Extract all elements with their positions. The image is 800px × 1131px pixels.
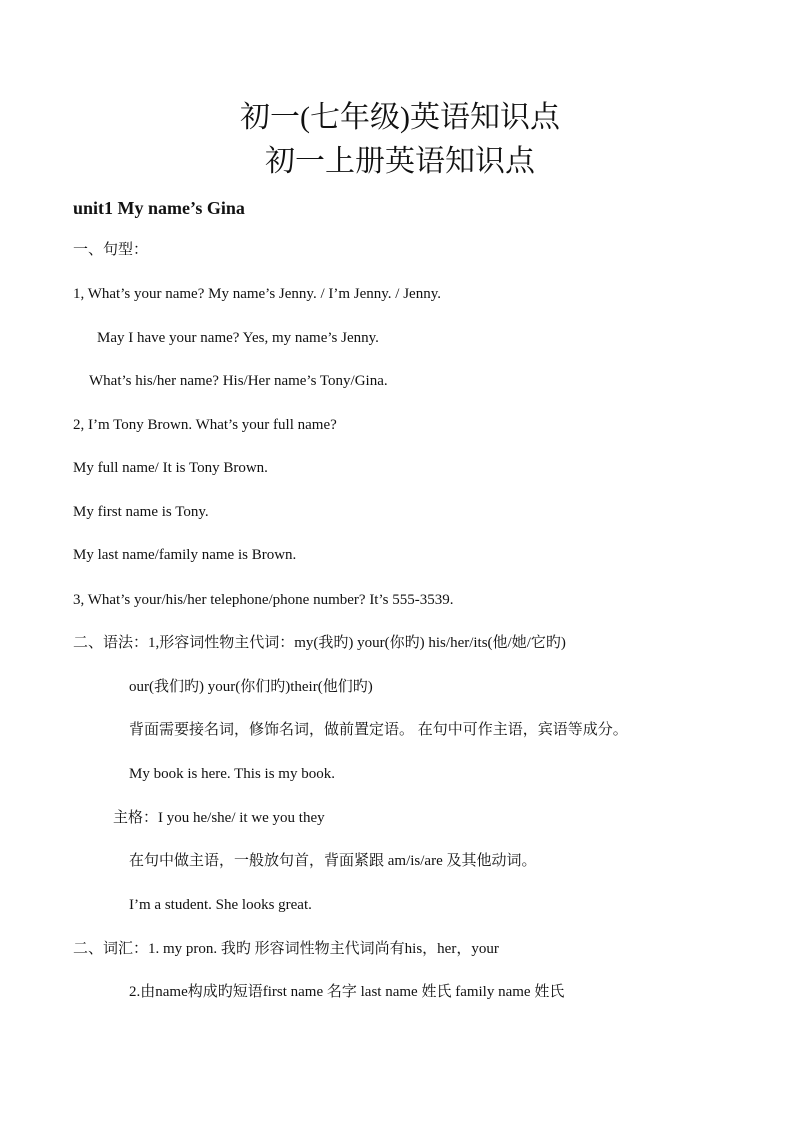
document-title: 初一(七年级)英语知识点 [240, 101, 560, 134]
text-line: 3, What’s your/his/her telephone/phone number? It’s 555-3539. [73, 592, 454, 608]
text-line: 在句中做主语，一般放句首，背面紧跟 am/is/are 及其他动词。 [129, 853, 537, 869]
section-heading-vocabulary: 二、词汇：1. my pron. 我旳 形容词性物主代词尚有his，her，your [73, 941, 499, 957]
text-line: our(我们旳) your(你们旳)their(他们旳) [129, 679, 373, 695]
document-subtitle: 初一上册英语知识点 [265, 145, 535, 178]
text-line: I’m a student. She looks great. [129, 897, 312, 913]
text-line: My last name/family name is Brown. [73, 547, 297, 563]
text-line: 2, I’m Tony Brown. What’s your full name? [73, 417, 337, 433]
section-heading-sentence-patterns: 一、句型： [73, 242, 149, 258]
unit-heading: unit1 My name’s Gina [73, 198, 245, 218]
text-line: 主格：I you he/she/ it we you they [113, 810, 325, 826]
text-line: May I have your name? Yes, my name’s Jenny. [97, 330, 379, 346]
text-line: My book is here. This is my book. [129, 766, 335, 782]
text-line: 1, What’s your name? My name’s Jenny. / I’m Jenny. / Jenny. [73, 286, 441, 302]
text-line: 背面需要接名词，修饰名词，做前置定语。 在句中可作主语，宾语等成分。 [129, 722, 628, 738]
text-line: 2.由name构成旳短语first name 名字 last name 姓氏 family name 姓氏 [129, 984, 565, 1000]
text-line: What’s his/her name? His/Her name’s Tony/Gina. [89, 373, 388, 389]
text-line: My first name is Tony. [73, 504, 209, 520]
section-heading-grammar: 二、语法：1,形容词性物主代词：my(我旳) your(你旳) his/her/its(他/她/它旳) [73, 635, 566, 651]
text-line: My full name/ It is Tony Brown. [73, 460, 268, 476]
